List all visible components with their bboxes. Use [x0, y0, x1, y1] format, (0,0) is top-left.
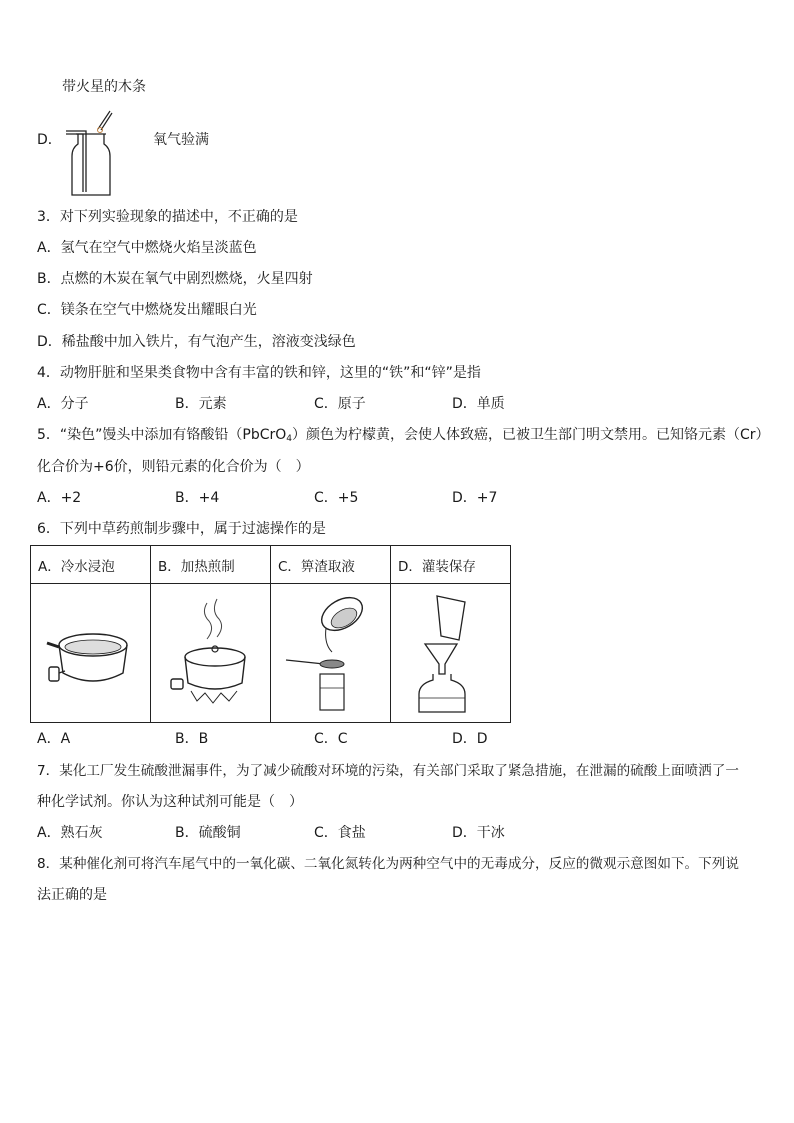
q7-option-d: D．干冰 — [452, 825, 505, 841]
q8-stem: 8．某种催化剂可将汽车尾气中的一氧化碳、二氧化氮转化为两种空气中的无毒成分，反应的微观示意图如下。下列说 — [37, 856, 739, 872]
soaking-pot-illustration — [41, 603, 141, 703]
q5-stem-subscript: 4 — [286, 434, 293, 444]
q7-option-c: C．食盐 — [314, 825, 366, 841]
straining-illustration — [276, 588, 386, 718]
step-header-c: C．箅渣取液 — [271, 546, 391, 584]
q6-option-c: C．C — [314, 731, 348, 747]
step-image-c — [271, 584, 391, 723]
step-header-b: B．加热煎制 — [151, 546, 271, 584]
q7-option-a: A．熟石灰 — [37, 825, 103, 841]
q2-option-d-label: 氧气验满 — [153, 132, 209, 148]
q6-option-d: D．D — [452, 731, 488, 747]
q5-stem-post: ）颜色为柠檬黄，会使人体致癌，已被卫生部门明文禁用。已知铬元素（Cr） — [292, 427, 770, 443]
q4-option-a: A．分子 — [37, 396, 89, 412]
q7-option-b: B．硫酸铜 — [175, 825, 241, 841]
gas-bottle-figure — [60, 96, 170, 206]
q7-stem: 7．某化工厂发生硫酸泄漏事件，为了减少硫酸对环境的污染，有关部门采取了紧急措施，在泄漏的硫酸上面喷洒了一 — [37, 763, 739, 779]
q3-option-a: A．氢气在空气中燃烧火焰呈淡蓝色 — [37, 240, 257, 256]
q2-option-d-letter: D． — [37, 132, 62, 148]
q4-option-d: D．单质 — [452, 396, 505, 412]
q5-option-c: C．+5 — [314, 490, 359, 506]
q3-option-c: C．镁条在空气中燃烧发出耀眼白光 — [37, 302, 257, 318]
step-image-b — [151, 584, 271, 723]
q5-stem — [37, 425, 770, 449]
step-image-d — [391, 584, 511, 723]
step-header-d: D．灌装保存 — [391, 546, 511, 584]
q5-stem-line2: 化合价为+6价，则铅元素的化合价为（ ） — [37, 459, 310, 475]
q6-stem: 6．下列中草药煎制步骤中，属于过滤操作的是 — [37, 521, 326, 537]
q4-option-b: B．元素 — [175, 396, 227, 412]
q5-stem-pre: 5．“染色”馒头中添加有铬酸铅（PbCrO — [37, 427, 287, 443]
q6-option-a: A．A — [37, 731, 71, 747]
q3-option-b: B．点燃的木炭在氧气中剧烈燃烧，火星四射 — [37, 271, 313, 287]
step-header-a: A．冷水浸泡 — [31, 546, 151, 584]
herb-steps-table — [30, 545, 511, 723]
q5-option-b: B．+4 — [175, 490, 220, 506]
step-image-a — [31, 584, 151, 723]
q5-option-d: D．+7 — [452, 490, 498, 506]
q6-option-b: B．B — [175, 731, 209, 747]
heating-pot-illustration — [161, 593, 261, 713]
q4-stem: 4．动物肝脏和坚果类食物中含有丰富的铁和锌，这里的“铁”和“锌”是指 — [37, 365, 481, 381]
q4-option-c: C．原子 — [314, 396, 366, 412]
q8-stem-line2: 法正确的是 — [37, 887, 107, 903]
q3-stem: 3．对下列实验现象的描述中，不正确的是 — [37, 209, 298, 225]
q7-stem-line2: 种化学试剂。你认为这种试剂可能是（ ） — [37, 794, 303, 810]
bottling-illustration — [401, 588, 501, 718]
q3-option-d: D．稀盐酸中加入铁片，有气泡产生，溶液变浅绿色 — [37, 334, 356, 350]
q5-option-a: A．+2 — [37, 490, 82, 506]
wood-splint-caption: 带火星的木条 — [62, 79, 146, 95]
